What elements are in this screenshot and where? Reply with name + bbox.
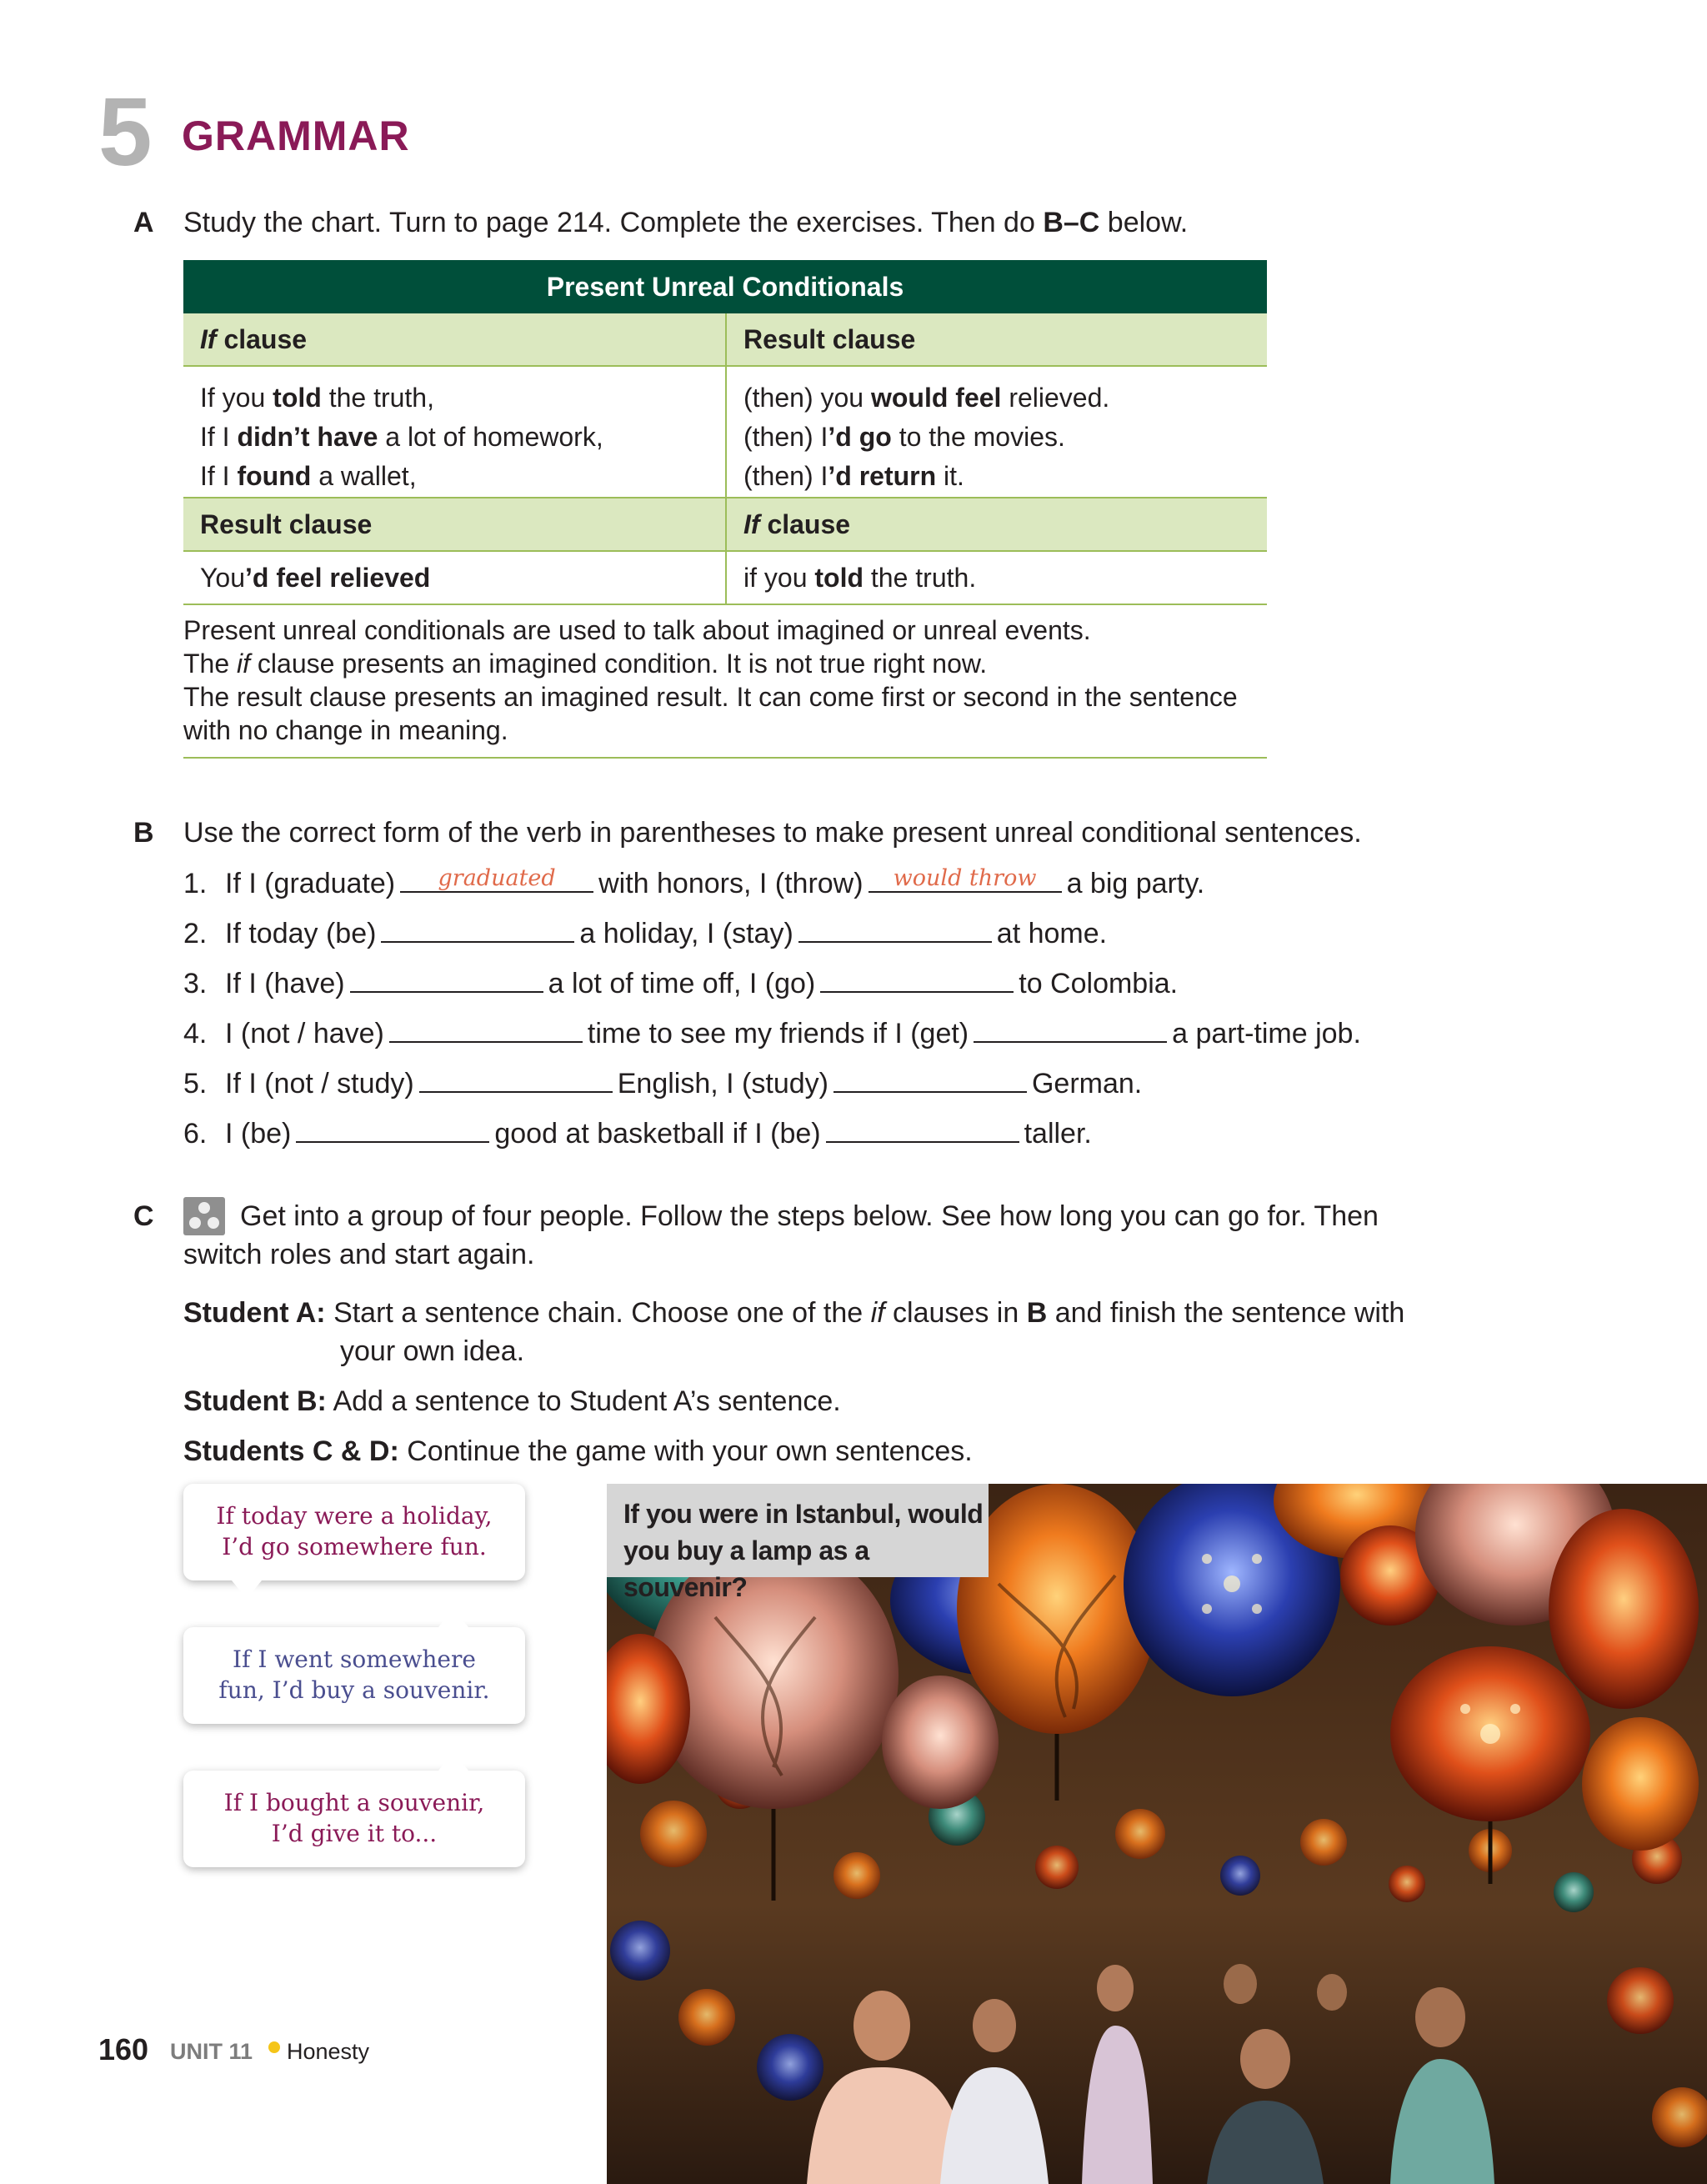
bubble-line: I’d go somewhere fun. <box>222 1533 487 1560</box>
item-text-middle: a lot of time off, I (go) <box>548 968 816 999</box>
bubble-tail <box>438 1752 468 1771</box>
answer-blank[interactable] <box>869 866 1062 893</box>
item-text-middle: time to see my friends if I (get) <box>587 1018 969 1049</box>
example-result-2: (then) I’d go to the movies. <box>743 422 1065 452</box>
student-a-instruction-2: your own idea. <box>340 1335 525 1367</box>
item-number: 6. <box>183 1118 208 1150</box>
exercise-a-letter: A <box>133 207 154 238</box>
exercise-c-line-1: Get into a group of four people. Follow the steps below. See how long you can go for. Then <box>240 1200 1379 1232</box>
exercise-b-instruction: Use the correct form of the verb in parentheses to make present unreal conditional sentences. <box>183 817 1362 849</box>
if-word: If <box>200 324 217 354</box>
chart-header-row <box>183 313 1267 367</box>
page-number: 160 <box>98 2032 149 2066</box>
exercise-item <box>183 1009 1361 1059</box>
example-if-second: if you told the truth. <box>725 552 1267 604</box>
item-text-start: If I (not / study) <box>225 1068 414 1100</box>
answer-text: would throw <box>893 865 1037 891</box>
example-if-1: If you told the truth, <box>200 383 434 413</box>
answer-blank[interactable] <box>826 1116 1019 1143</box>
example-if-2: If I didn’t have a lot of homework, <box>200 422 603 452</box>
item-number: 2. <box>183 918 208 949</box>
speech-bubble-3 <box>183 1771 525 1867</box>
item-number: 1. <box>183 868 208 899</box>
item-text-start: If I (have) <box>225 968 345 999</box>
student-b-label: Student B: <box>183 1385 327 1417</box>
chart-header-if-clause-2 <box>725 498 1267 550</box>
answer-blank[interactable] <box>820 966 1014 993</box>
bubble-line: If today were a holiday, <box>216 1502 493 1530</box>
grammar-chart <box>183 260 1267 759</box>
section-number: 5 <box>98 78 151 186</box>
exercise-item <box>183 959 1361 1009</box>
exercise-c-letter: C <box>133 1200 154 1232</box>
student-b-instruction: Student B: Add a sentence to Student A’s sentence. <box>183 1385 841 1417</box>
item-text-middle: good at basketball if I (be) <box>494 1118 821 1150</box>
exercise-c-line-2: switch roles and start again. <box>183 1239 535 1270</box>
bubble-line: fun, I’d buy a souvenir. <box>218 1676 490 1704</box>
item-number: 3. <box>183 968 208 999</box>
item-text-end: at home. <box>996 918 1108 949</box>
instruction-text: Study the chart. Turn to page 214. Complete the exercises. Then do <box>183 207 1044 238</box>
item-text-end: to Colombia. <box>1019 968 1179 999</box>
exercise-item <box>183 1109 1361 1159</box>
exercise-b-items <box>183 859 1361 1159</box>
exercise-item <box>183 1059 1361 1109</box>
item-text-middle: English, I (study) <box>617 1068 828 1100</box>
item-number: 5. <box>183 1068 208 1100</box>
example-result-3: (then) I’d return it. <box>743 461 964 491</box>
bubble-tail <box>232 1580 262 1599</box>
bubble-tail <box>438 1609 468 1627</box>
student-a-instruction: Student A: Start a sentence chain. Choose one of the if clauses in B and finish the sentence with <box>183 1297 1405 1329</box>
item-text-end: German. <box>1031 1068 1143 1100</box>
exercise-a-instruction <box>183 203 1188 242</box>
group-icon <box>183 1197 225 1235</box>
example-if-3: If I found a wallet, <box>200 461 417 491</box>
answer-blank[interactable] <box>389 1016 583 1043</box>
exercise-item <box>183 909 1361 959</box>
if-word: If <box>743 509 760 539</box>
speech-bubble-1 <box>183 1484 525 1580</box>
result-clause-examples <box>725 367 1267 497</box>
chart-examples-row <box>183 367 1267 497</box>
instruction-text-end: below. <box>1099 207 1189 238</box>
item-text-middle: a holiday, I (stay) <box>579 918 793 949</box>
example-result-first: You’d feel relieved <box>200 563 431 593</box>
exercise-b-letter: B <box>133 817 154 849</box>
clause-word: clause <box>216 324 308 354</box>
item-text-end: taller. <box>1024 1118 1092 1150</box>
item-text-start: I (be) <box>225 1118 292 1150</box>
answer-blank[interactable] <box>419 1066 613 1093</box>
answer-blank[interactable] <box>296 1116 489 1143</box>
item-text-end: a part-time job. <box>1172 1018 1361 1049</box>
chart-header-if-clause <box>183 313 725 365</box>
answer-blank[interactable] <box>400 866 593 893</box>
unit-topic: Honesty <box>287 2039 370 2064</box>
instruction-bold: B–C <box>1043 207 1100 238</box>
bubble-line: If I went somewhere <box>233 1646 476 1673</box>
students-cd-instruction: Students C & D: Continue the game with your own sentences. <box>183 1435 973 1467</box>
chart-title: Present Unreal Conditionals <box>183 260 1267 313</box>
note-line-3: The result clause presents an imagined result. It can come first or second in the sentence <box>183 682 1238 712</box>
chart-header-result-clause: Result clause <box>725 313 1267 365</box>
bubble-line: I’d give it to... <box>271 1820 438 1847</box>
example-result-1: (then) you would feel relieved. <box>743 383 1110 413</box>
section-title: GRAMMAR <box>182 113 410 159</box>
chart-example-row-2 <box>183 552 1267 605</box>
item-text-start: If today (be) <box>225 918 377 949</box>
item-text-start: I (not / have) <box>225 1018 384 1049</box>
answer-text: graduated <box>438 865 556 891</box>
unit-label: UNIT 11 <box>170 2039 253 2064</box>
caption-line-1: If you were in Istanbul, would <box>623 1499 984 1529</box>
note-line-4: with no change in meaning. <box>183 715 508 745</box>
students-cd-label: Students C & D: <box>183 1435 399 1467</box>
bullet-dot <box>268 2041 280 2053</box>
answer-blank[interactable] <box>974 1016 1167 1043</box>
chart-header-row-2 <box>183 497 1267 552</box>
caption-line-2: you buy a lamp as a souvenir? <box>623 1535 869 1602</box>
if-clause-examples <box>183 367 725 497</box>
item-text-start: If I (graduate) <box>225 868 396 899</box>
item-number: 4. <box>183 1018 208 1049</box>
bubble-line: If I bought a souvenir, <box>223 1789 485 1816</box>
clause-word: clause <box>759 509 851 539</box>
exercise-item <box>183 859 1361 909</box>
chart-notes <box>183 605 1267 759</box>
chart-header-result-clause-2: Result clause <box>200 509 373 539</box>
student-a-label: Student A: <box>183 1297 326 1329</box>
answer-blank[interactable] <box>798 916 992 943</box>
answer-blank[interactable] <box>833 1066 1027 1093</box>
item-text-middle: with honors, I (throw) <box>598 868 864 899</box>
answer-blank[interactable] <box>381 916 574 943</box>
photo-caption <box>607 1484 989 1602</box>
item-text-end: a big party. <box>1066 868 1205 899</box>
speech-bubble-2 <box>183 1627 525 1724</box>
note-line-1: Present unreal conditionals are used to talk about imagined or unreal events. <box>183 615 1091 645</box>
note-line-2: The if clause presents an imagined condition. It is not true right now. <box>183 649 988 679</box>
answer-blank[interactable] <box>350 966 543 993</box>
